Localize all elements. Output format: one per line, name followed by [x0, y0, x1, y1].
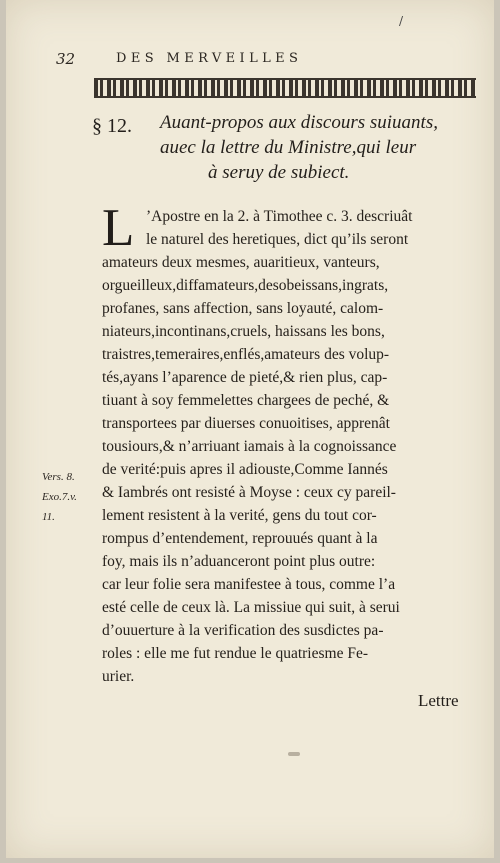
text-line: niateurs,incontinans,cruels, haissans les bons,	[102, 323, 385, 340]
text-line: urier.	[102, 668, 135, 685]
text-line: roles : elle me fut rendue le quatriesme Fe-	[102, 645, 368, 662]
running-title: DES MERVEILLES	[116, 51, 303, 66]
book-page	[6, 0, 494, 858]
text-line: ’Apostre en la 2. à Timothee c. 3. descriuât	[146, 208, 413, 225]
decorative-border	[94, 78, 476, 98]
catchword: Lettre	[418, 691, 459, 710]
heading-line: à seruy de subiect.	[208, 162, 350, 183]
text-line: de verité:puis apres il adiouste,Comme Iannés	[102, 461, 388, 478]
text-line: lement resistent à la verité, gens du tout cor-	[102, 507, 377, 524]
corner-mark: /	[399, 14, 404, 28]
margin-note: Exo.7.v.	[42, 491, 77, 503]
margin-note: 11.	[42, 511, 55, 523]
text-line: tousiours,& n’arriuant iamais à la cognoissance	[102, 438, 397, 455]
text-line: tiuant à soy femmelettes chargees de peché, &	[102, 392, 390, 409]
text-line: foy, mais ils n’aduanceront point plus outre:	[102, 553, 376, 570]
text-line: orgueilleux,diffamateurs,desobeissans,ingrats,	[102, 277, 389, 294]
section-heading	[92, 112, 482, 192]
text-line: profanes, sans affection, sans loyauté, calom-	[102, 300, 384, 317]
text-line: transportees par diuerses conuoitises, apprenât	[102, 415, 390, 432]
text-line: esté celle de ceux là. La missiue qui suit, à serui	[102, 599, 400, 616]
text-line: d’ouuerture à la verification des susdictes pa-	[102, 622, 384, 639]
text-line: tés,ayans l’aparence de pieté,& rien plus, cap-	[102, 369, 388, 386]
text-line: & Iambrés ont resisté à Moyse : ceux cy pareil-	[102, 484, 396, 501]
text-line: rompus d’entendement, reprouués quant à la	[102, 530, 378, 547]
heading-line: auec la lettre du Ministre,qui leur	[160, 137, 417, 158]
margin-note: Vers. 8.	[42, 471, 75, 483]
drop-cap: L	[102, 199, 135, 257]
page-number: 32	[56, 50, 76, 68]
text-line: le naturel des heretiques, dict qu’ils seront	[146, 231, 409, 248]
body-text	[102, 199, 478, 688]
ink-smudge	[288, 752, 300, 756]
text-line: traistres,temeraires,enflés,amateurs des volup-	[102, 346, 390, 363]
running-head	[56, 50, 476, 70]
heading-line: Auant-propos aux discours suiuants,	[160, 112, 438, 133]
section-number: § 12.	[92, 115, 132, 137]
text-line: amateurs deux mesmes, auaritieux, vanteurs,	[102, 254, 380, 271]
text-line: car leur folie sera manifestee à tous, comme l’a	[102, 576, 396, 593]
